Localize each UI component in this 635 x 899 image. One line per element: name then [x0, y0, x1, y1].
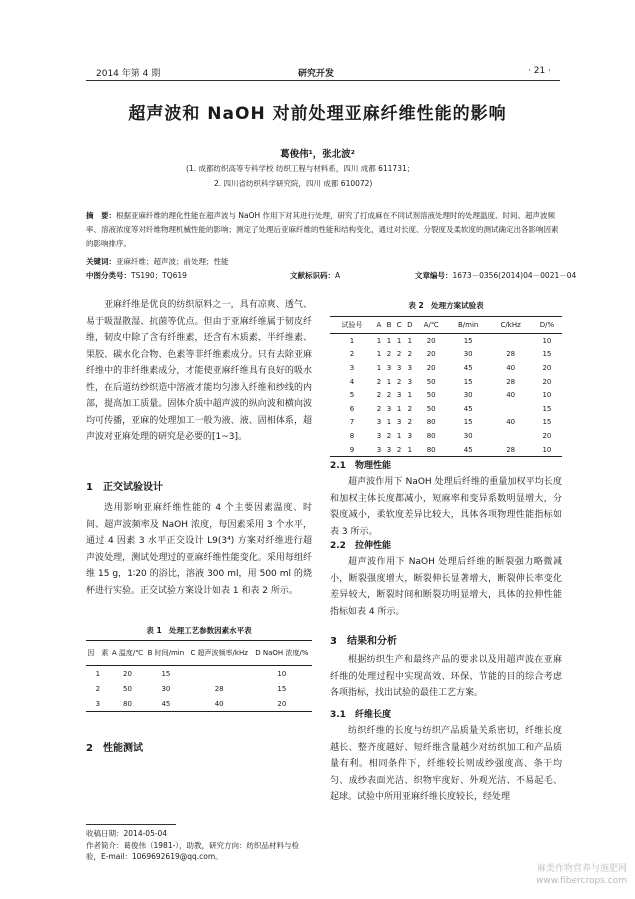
table-cell: 20	[542, 431, 552, 440]
table-cell: 20	[542, 377, 552, 386]
clc-label: 中图分类号：	[86, 271, 131, 280]
section-2-2-body	[330, 554, 562, 620]
section-1-paragraph: 选用影响亚麻纤维性能的 4 个主要因素温度、时间、超声波频率及 NaOH 浓度，每因素采用 3 个水平，通过 4 因素 3 水平正交设计 L9(3⁴) 方案对纤维进行超声波处理，测试处理过的亚麻纤维性能变化。采用每组纤维 15 g，1∶20 的浴比，溶液 300 ml，用 500 ml 的烧杯进行实验。正交试验方案设计如表 1 和表 2 所示。	[86, 503, 312, 596]
table-row	[330, 416, 562, 430]
table-cell: 50	[426, 404, 436, 413]
table-cell: 15	[463, 377, 473, 386]
table-cell: 2	[386, 350, 392, 359]
table-2-header: B/min	[457, 321, 479, 329]
table-cell: 15	[161, 669, 171, 678]
issue-label: 2014 年第 4 期	[96, 69, 161, 79]
table-cell: 2	[386, 391, 392, 400]
table-row	[330, 388, 562, 402]
table-cell: 40	[214, 699, 224, 708]
table-cell: 28	[506, 377, 516, 386]
table-cell: 4	[349, 377, 355, 386]
table-cell: 1	[376, 350, 382, 359]
abstract-text: 根据亚麻纤维的理化性能在超声波与 NaOH 作用下对其进行处理，研究了打成麻在不同试剂溶液处理时的处理温度、时间、超声波频率、溶液浓度等对纤维物理机械性能的影响；测定了处理后亚麻纤维的性能和结构变化，通过对长度、分裂度及柔软度的测试确定出各影响因素的影响排序。	[86, 211, 559, 248]
document-code	[290, 270, 340, 281]
table-cell: 1	[95, 669, 101, 678]
table-cell: 30	[463, 431, 473, 440]
table-row	[86, 666, 312, 682]
table-cell: 2	[376, 391, 382, 400]
table-row	[330, 361, 562, 375]
table-2-header: D	[407, 321, 413, 329]
introduction	[86, 297, 312, 446]
table-cell: 2	[407, 404, 413, 413]
table-cell: 1	[386, 336, 392, 345]
table-cell: 20	[426, 363, 436, 372]
section-3-1-body	[330, 723, 562, 806]
journal-section: 研究开发	[298, 69, 335, 79]
table-cell: 1	[407, 445, 413, 454]
table-cell: 3	[407, 363, 413, 372]
table-cell: 80	[426, 445, 436, 454]
table-cell: 3	[407, 377, 413, 386]
table-cell: 8	[349, 431, 355, 440]
table-cell: 28	[214, 684, 224, 693]
table-cell: 10	[277, 669, 287, 678]
table-cell: 1	[386, 418, 392, 427]
table-row	[330, 429, 562, 443]
table-cell: 7	[349, 418, 355, 427]
section-1-heading: 1 正交试验设计	[86, 482, 163, 493]
table-cell: 2	[396, 377, 402, 386]
table-2-caption: 表 2 处理方案试验表	[408, 301, 484, 310]
table-row	[330, 348, 562, 362]
section-2-heading: 2 性能测试	[86, 743, 143, 754]
table-cell: 15	[542, 418, 552, 427]
table-cell: 1	[407, 336, 413, 345]
header-rule	[86, 80, 560, 81]
table-1	[86, 640, 312, 712]
table-cell: 3	[386, 404, 392, 413]
table-cell: 2	[396, 350, 402, 359]
abstract	[86, 209, 560, 251]
table-2-header: A/℃	[423, 321, 439, 329]
table-cell: 20	[426, 350, 436, 359]
footnote-rule	[86, 824, 176, 825]
article-title: 超声波和 NaOH 对前处理亚麻纤维性能的影响	[128, 104, 507, 124]
table-cell: 45	[463, 363, 473, 372]
table-2-body	[330, 334, 562, 457]
table-cell	[489, 429, 531, 443]
table-1-caption: 表 1 处理工艺参数因素水平表	[146, 626, 252, 635]
section-3-1-paragraph: 纺织纤维的长度与纺织产品质量关系密切，纤维长度越长、整齐度越好、短纤维含量越少对纺织加工和产品质量有利。相同条件下，纤维较长则成纱强度高、条干均匀、成纱表面光洁、织物牢度好、外观光洁、不易起毛、起球。试验中所用亚麻纤维长度较长，经处理	[330, 726, 562, 802]
table-cell: 3	[386, 445, 392, 454]
section-2-1-body	[330, 474, 562, 540]
table-cell: 80	[123, 699, 132, 708]
table-2	[330, 316, 562, 457]
table-cell	[489, 334, 531, 348]
table-cell: 3	[396, 418, 402, 427]
doc-code-value: A	[335, 271, 341, 280]
watermark	[536, 863, 627, 887]
table-cell: 50	[426, 377, 436, 386]
table-2-header: B	[386, 321, 392, 329]
table-cell: 1	[376, 363, 382, 372]
table-row	[330, 375, 562, 389]
keywords-label: 关键词：	[86, 257, 116, 266]
table-row	[330, 402, 562, 416]
table-cell: 3	[386, 363, 392, 372]
table-cell: 30	[463, 350, 473, 359]
table-1-header: 因 素	[87, 649, 109, 657]
table-cell: 9	[349, 445, 355, 454]
table-row	[86, 681, 312, 696]
keywords-text: 亚麻纤维；超声波；前处理；性能	[116, 257, 229, 266]
table-cell: 40	[506, 418, 516, 427]
watermark-line-2: www.fibercrops.com	[536, 876, 627, 886]
section-2-2-heading: 2.2 拉伸性能	[330, 541, 391, 551]
table-cell: 1	[386, 377, 392, 386]
table-cell: 20	[542, 363, 552, 372]
table-cell: 15	[542, 350, 552, 359]
table-cell: 3	[407, 431, 413, 440]
table-2-header: C/kHz	[500, 321, 521, 329]
table-1-header: A 温度/℃	[111, 649, 144, 657]
table-cell: 2	[376, 404, 382, 413]
table-cell: 40	[506, 363, 516, 372]
affiliation-1: (1. 成都纺织高等专科学校 纺织工程与材料系，四川 成都 611731；	[186, 164, 415, 173]
table-cell: 2	[407, 418, 413, 427]
table-1-header: B 时间/min	[147, 649, 185, 657]
table-cell: 3	[376, 418, 382, 427]
table-cell: 3	[376, 445, 382, 454]
intro-paragraph: 亚麻纤维是优良的纺织原料之一，具有凉爽、透气、易于吸湿散湿、抗菌等优点。但由于亚麻纤维属于韧皮纤维，韧皮中除了含有纤维素，还含有木质素、半纤维素、果胶、碳水化合物、色素等非纤维素成分。只有去除亚麻纤维中的非纤维素成分，才能使亚麻纤维具有良好的吸水性，在后道纺纱织造中溶液才能均匀渗入纤维和纱线的内部，提高加工质量。固体介质中超声波的纵向波和横向波均可传播，亚麻的处理加工一般为液、液、固相体系，超声波对亚麻处理的研究是必要的[1~3]。	[86, 300, 312, 442]
table-cell: 1	[396, 404, 402, 413]
table-cell: 6	[349, 404, 355, 413]
table-row	[330, 334, 562, 348]
section-2-1-paragraph: 超声波作用下 NaOH 处理后纤维的重量加权平均长度和加权主体长度都减小，短麻率和变异系数明显增大，分裂度减小，柔软度差异比较大，具体各项物理性能指标如表 3 所示。	[330, 477, 562, 537]
table-cell: 10	[542, 336, 552, 345]
table-row	[86, 696, 312, 712]
article-no-value: 1673－0356(2014)04－0021－04	[452, 271, 577, 280]
table-cell: 80	[426, 431, 436, 440]
table-cell: 15	[463, 336, 473, 345]
table-cell: 20	[277, 699, 287, 708]
table-1-header: D NaOH 浓度/%	[255, 649, 309, 657]
section-2-2-paragraph: 超声波作用下 NaOH 处理后纤维的断裂强力略微减小，断裂强度增大，断裂伸长显著增大，断裂伸长率变化差异较大，断裂时间和断裂功明显增大，具体的拉伸性能指标如表 4 所示。	[330, 557, 562, 617]
table-cell: 50	[123, 684, 132, 693]
table-cell: 45	[463, 404, 473, 413]
table-row	[330, 443, 562, 457]
table-cell	[187, 666, 252, 682]
table-cell	[489, 402, 531, 416]
table-cell: 2	[396, 445, 402, 454]
table-2-header: 试验号	[341, 321, 363, 329]
keywords	[86, 256, 229, 267]
table-cell: 3	[396, 363, 402, 372]
authors: 葛俊伟¹，张北波²	[280, 149, 355, 160]
section-3-1-heading: 3.1 纤维长度	[330, 710, 391, 720]
affiliation-2: 2. 四川省纺织科学研究院，四川 成都 610072)	[214, 179, 373, 188]
article-no-label: 文章编号：	[415, 271, 453, 280]
table-cell: 5	[349, 391, 355, 400]
table-2-header: D/%	[539, 321, 555, 329]
table-cell: 40	[506, 391, 516, 400]
table-1-header-row	[86, 641, 312, 666]
table-cell: 2	[376, 377, 382, 386]
table-cell: 30	[463, 391, 473, 400]
table-cell: 2	[386, 431, 392, 440]
table-cell: 15	[542, 404, 552, 413]
table-cell: 3	[376, 431, 382, 440]
table-cell: 1	[396, 431, 402, 440]
footnote-author: 作者简介：葛俊伟（1981-），助教，研究方向：纺织品材料与检验，E-mail：1069692619@qq.com。	[86, 841, 300, 861]
clc-value: TS190；TQ619	[131, 271, 187, 280]
clc-number	[86, 270, 187, 281]
table-cell: 80	[426, 418, 436, 427]
abstract-label: 摘 要：	[86, 211, 116, 220]
doc-code-label: 文献标识码：	[290, 271, 335, 280]
table-cell: 15	[277, 684, 287, 693]
table-cell: 28	[506, 445, 516, 454]
table-cell: 1	[349, 336, 355, 345]
table-2-header-row	[330, 317, 562, 334]
section-3-body	[330, 652, 562, 702]
table-cell: 10	[542, 445, 552, 454]
table-cell: 3	[95, 699, 101, 708]
table-cell: 30	[161, 684, 171, 693]
page-number: · 21 ·	[528, 66, 551, 76]
table-cell: 1	[407, 391, 413, 400]
table-cell: 10	[542, 391, 552, 400]
footnote-received: 收稿日期：2014-05-04	[86, 829, 168, 838]
table-cell: 20	[123, 669, 132, 678]
table-cell: 1	[376, 336, 382, 345]
section-3-paragraph: 根据纺织生产和最终产品的要求以及用超声波在亚麻纤维的处理过程中实现高效、环保、节能的目的综合考虑各项指标，找出试验的最佳工艺方案。	[330, 655, 562, 698]
table-cell: 45	[463, 445, 473, 454]
table-cell: 28	[506, 350, 516, 359]
table-cell: 2	[407, 350, 413, 359]
section-1-body	[86, 500, 312, 599]
section-3-heading: 3 结果和分析	[330, 636, 397, 647]
table-cell: 20	[426, 336, 436, 345]
table-cell: 45	[161, 699, 171, 708]
table-cell: 1	[396, 336, 402, 345]
table-1-header: C 超声波频率/kHz	[190, 649, 248, 657]
table-cell: 15	[463, 418, 473, 427]
section-2-1-heading: 2.1 物理性能	[330, 461, 391, 471]
table-cell: 2	[95, 684, 101, 693]
table-cell: 50	[426, 391, 436, 400]
table-2-header: A	[376, 321, 382, 329]
table-2-header: C	[396, 321, 402, 329]
article-number	[415, 270, 576, 281]
watermark-line-1: 麻类作物营养与施肥网	[536, 864, 627, 874]
table-cell: 2	[349, 350, 355, 359]
table-cell: 3	[349, 363, 355, 372]
table-cell: 3	[396, 391, 402, 400]
